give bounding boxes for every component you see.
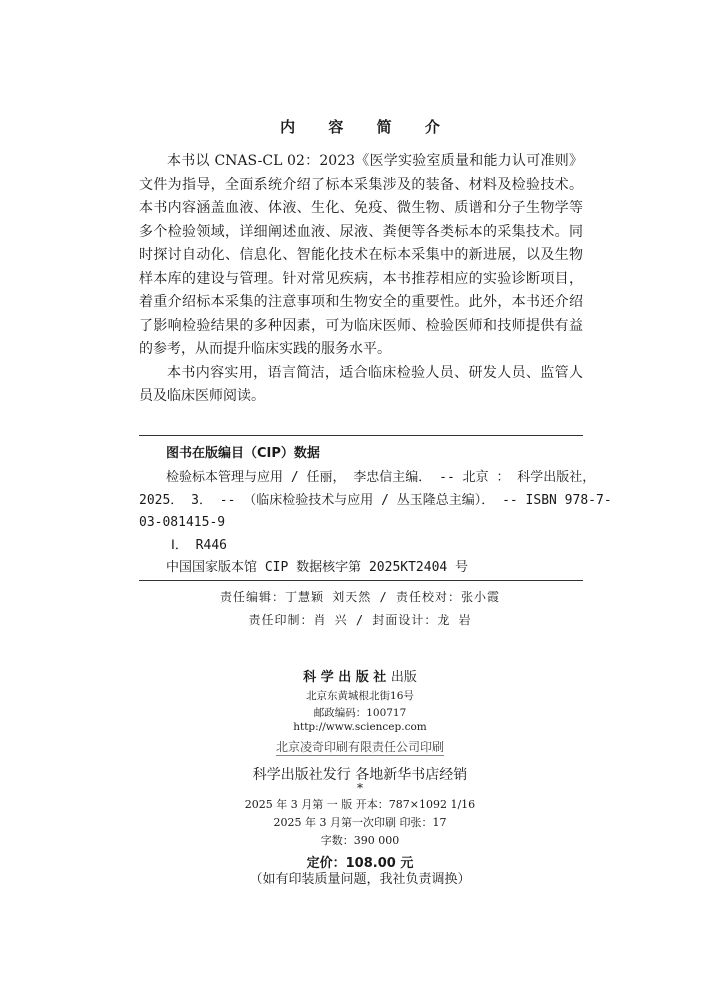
separator-star: * bbox=[357, 781, 363, 795]
cip-heading: 图书在版编目（CIP）数据 bbox=[166, 446, 320, 461]
intro-paragraph-2: 本书内容实用，语言简洁，适合临床检验人员、研发人员、监管人员及临床医师阅读。 bbox=[139, 364, 583, 404]
publisher-name bbox=[0, 666, 720, 685]
page-title: 内 容 简 介 bbox=[280, 118, 454, 136]
distribution-line: 科学出版社发行 各地新华书店经销 bbox=[252, 767, 468, 783]
credits-editors: 责任编辑：丁慧颖 刘天然 / 责任校对：张小霞 bbox=[220, 590, 500, 604]
cip-line-1: 检验标本管理与应用 / 任丽， 李忠信主编． -- 北京 ： 科学出版社， bbox=[166, 470, 596, 485]
cip-line-3: 03-081415-9 bbox=[139, 515, 226, 530]
publisher-suffix: 出版 bbox=[390, 670, 417, 685]
intro-paragraph-1: 本书以 CNAS-CL 02：2023《医学实验室质量和能力认可准则》文件为指导，全面系统介绍了标本采集涉及的装备、材料及检验技术。本书内容涵盖血液、体液、生化、免疫、微生物、质谱和分子生物学等多个检验领域，详细阐述血液、尿液、粪便等各类标本的采集技术。同时探讨自动化、信息化、智能化技术在标本采集中的新进展，以及生物样本库的建设与管理。针对常见疾病，本书推荐相应的实验诊断项目，着重介绍标本采集的注意事项和生物安全的重要性。此外，本书还介绍了影响检验结果的多种因素，可为临床医师、检验医师和技师提供有益的参考，从而提升临床实践的服务水平。 bbox=[139, 153, 583, 357]
printing-line: 2025 年 3 月第一次印刷 印张：17 bbox=[273, 816, 447, 829]
edition-line: 2025 年 3 月第 一 版 开本：787×1092 1/16 bbox=[244, 798, 476, 811]
publisher-logo-text: 科 学 出 版 社 bbox=[303, 670, 387, 685]
cip-top-rule bbox=[139, 435, 583, 436]
quality-note: （如有印装质量问题，我社负责调换） bbox=[249, 872, 471, 887]
cip-approval-number: 中国国家版本馆 CIP 数据核字第 2025KT2404 号 bbox=[166, 560, 469, 575]
cip-line-2: 2025． 3． -- （临床检验技术与应用 / 丛玉隆总主编）． -- ISBN 978-7- bbox=[139, 492, 612, 508]
publisher-postcode: 邮政编码：100717 bbox=[313, 707, 407, 719]
printer-line bbox=[0, 738, 720, 755]
word-count: 字数：390 000 bbox=[320, 834, 400, 847]
cip-class-number: Ⅰ． R446 bbox=[171, 537, 227, 553]
printer-name: 北京凌奇印刷有限责任公司印刷 bbox=[275, 740, 444, 754]
credits-production: 责任印制：肖 兴 / 封面设计：龙 岩 bbox=[248, 613, 472, 627]
cip-bottom-rule bbox=[139, 580, 583, 581]
price: 定价：108.00 元 bbox=[306, 856, 414, 871]
publisher-address: 北京东黄城根北街16号 bbox=[306, 690, 414, 702]
cip-record bbox=[139, 467, 612, 580]
intro-text bbox=[139, 150, 583, 409]
publisher-url: http://www.sciencep.com bbox=[293, 721, 427, 733]
